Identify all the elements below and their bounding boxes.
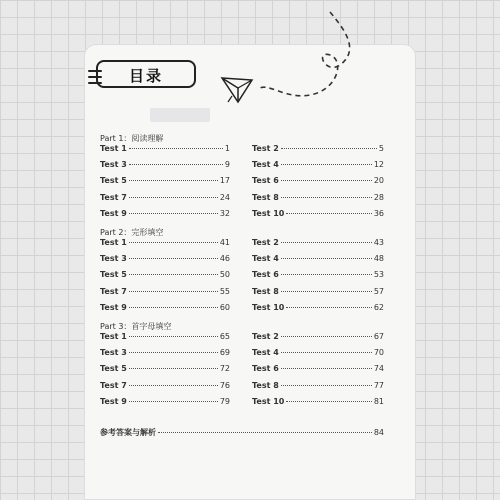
page-number: 55 [219, 286, 230, 296]
dot-leader [281, 148, 377, 149]
page-number: 57 [373, 286, 384, 296]
entry-label: Test 3 [100, 160, 127, 170]
toc-entry[interactable] [252, 254, 384, 263]
entry-label: Test 10 [252, 208, 285, 218]
entry-label: Test 2 [252, 238, 279, 247]
dot-leader [129, 164, 223, 165]
entry-label: Test 8 [252, 286, 279, 296]
section-heading: Part 2：完形填空 [100, 228, 164, 237]
dot-leader [129, 258, 218, 259]
toc-entry[interactable] [100, 397, 230, 406]
dot-leader [129, 336, 218, 337]
page-number: 1 [224, 144, 230, 153]
entry-label: Test 1 [100, 332, 127, 341]
page-number: 9 [224, 160, 230, 170]
entry-label: Test 7 [100, 286, 127, 296]
toc-entry[interactable] [100, 348, 230, 357]
section-heading: Part 3：首字母填空 [100, 322, 172, 331]
toc-entry[interactable] [100, 303, 230, 312]
dot-leader [281, 258, 372, 259]
dot-leader [129, 291, 218, 292]
toc-entry[interactable] [100, 160, 230, 169]
toc-entry[interactable] [100, 144, 230, 153]
toc-entry[interactable] [100, 270, 230, 279]
entry-label: Test 8 [252, 380, 279, 390]
toc-entry[interactable] [252, 176, 384, 185]
dot-leader [129, 401, 218, 402]
dot-leader [129, 213, 218, 214]
toc-entry[interactable] [252, 144, 384, 153]
entry-label: Test 10 [252, 302, 285, 312]
page-number: 70 [373, 348, 384, 358]
dot-leader [158, 432, 372, 433]
section-heading: Part 1：阅读理解 [100, 134, 164, 143]
page-number: 81 [373, 396, 384, 406]
dot-leader [281, 242, 372, 243]
toc-entry[interactable] [252, 160, 384, 169]
dot-leader [129, 307, 218, 308]
toc-entry[interactable] [100, 332, 230, 341]
entry-label: Test 9 [100, 396, 127, 406]
background-smudge [150, 108, 210, 122]
entry-label: Test 5 [100, 364, 127, 374]
entry-label: Test 1 [100, 144, 127, 153]
page-number: 53 [373, 270, 384, 280]
entry-label: Test 6 [252, 176, 279, 186]
entry-label: Test 9 [100, 302, 127, 312]
page-number: 62 [373, 302, 384, 312]
page-number: 50 [219, 270, 230, 280]
toc-entry[interactable] [100, 209, 230, 218]
toc-entry[interactable] [252, 397, 384, 406]
entry-label: Test 3 [100, 254, 127, 264]
toc-entry[interactable] [252, 238, 384, 247]
dot-leader [129, 352, 218, 353]
dot-leader [281, 180, 372, 181]
entry-label: Test 8 [252, 192, 279, 202]
page-number: 84 [373, 428, 384, 437]
page-number: 69 [219, 348, 230, 358]
page-number: 74 [373, 364, 384, 374]
page-number: 20 [373, 176, 384, 186]
entry-label: Test 1 [100, 238, 127, 247]
page-number: 67 [373, 332, 384, 341]
page-number: 79 [219, 396, 230, 406]
toc-entry[interactable] [100, 176, 230, 185]
dot-leader [129, 148, 223, 149]
page-number: 76 [219, 380, 230, 390]
toc-entry[interactable] [100, 193, 230, 202]
page-number: 72 [219, 364, 230, 374]
entry-label: Test 7 [100, 380, 127, 390]
toc-entry[interactable] [252, 287, 384, 296]
dot-leader [129, 368, 218, 369]
entry-label: Test 3 [100, 348, 127, 358]
entry-label: Test 7 [100, 192, 127, 202]
toc-entry[interactable] [100, 254, 230, 263]
toc-entry[interactable] [252, 381, 384, 390]
page-number: 48 [373, 254, 384, 264]
dot-leader [286, 401, 371, 402]
toc-entry[interactable] [100, 364, 230, 373]
page-number: 60 [219, 302, 230, 312]
entry-label: Test 4 [252, 254, 279, 264]
dot-leader [281, 291, 372, 292]
toc-entry[interactable] [100, 287, 230, 296]
dot-leader [281, 385, 372, 386]
toc-entry[interactable] [252, 270, 384, 279]
toc-entry[interactable] [252, 193, 384, 202]
entry-label: Test 4 [252, 348, 279, 358]
dot-leader [281, 164, 372, 165]
toc-entry[interactable] [252, 209, 384, 218]
entry-label: Test 4 [252, 160, 279, 170]
dot-leader [129, 180, 218, 181]
dot-leader [129, 385, 218, 386]
dot-leader [286, 307, 371, 308]
page-number: 77 [373, 380, 384, 390]
page-number: 65 [219, 332, 230, 341]
dot-leader [281, 197, 372, 198]
page-number: 17 [219, 176, 230, 186]
answers-entry[interactable] [100, 427, 384, 438]
entry-label: 参考答案与解析 [100, 428, 156, 437]
dot-leader [286, 213, 371, 214]
page-number: 28 [373, 192, 384, 202]
entry-label: Test 10 [252, 396, 285, 406]
toc-entry[interactable] [252, 303, 384, 312]
entry-label: Test 5 [100, 270, 127, 280]
toc-entry[interactable] [252, 332, 384, 341]
entry-label: Test 2 [252, 332, 279, 341]
dot-leader [129, 242, 218, 243]
page-number: 24 [219, 192, 230, 202]
entry-label: Test 2 [252, 144, 279, 153]
entry-label: Test 6 [252, 270, 279, 280]
page-number: 43 [373, 238, 384, 247]
page-number: 5 [378, 144, 384, 153]
paper-plane-icon [210, 10, 360, 120]
page-number: 32 [219, 208, 230, 218]
page-number: 36 [373, 208, 384, 218]
toc-title-box [96, 60, 196, 88]
dot-leader [281, 274, 372, 275]
dot-leader [281, 352, 372, 353]
entry-label: Test 5 [100, 176, 127, 186]
toc-entry[interactable] [252, 364, 384, 373]
dot-leader [129, 197, 218, 198]
dot-leader [281, 336, 372, 337]
toc-entry[interactable] [100, 381, 230, 390]
toc-entry[interactable] [100, 238, 230, 247]
dot-leader [281, 368, 372, 369]
entry-label: Test 9 [100, 208, 127, 218]
entry-label: Test 6 [252, 364, 279, 374]
toc-entry[interactable] [252, 348, 384, 357]
page-title: 目录 [128, 67, 163, 85]
page-number: 41 [219, 238, 230, 247]
dot-leader [129, 274, 218, 275]
page-number: 12 [373, 160, 384, 170]
page-number: 46 [219, 254, 230, 264]
